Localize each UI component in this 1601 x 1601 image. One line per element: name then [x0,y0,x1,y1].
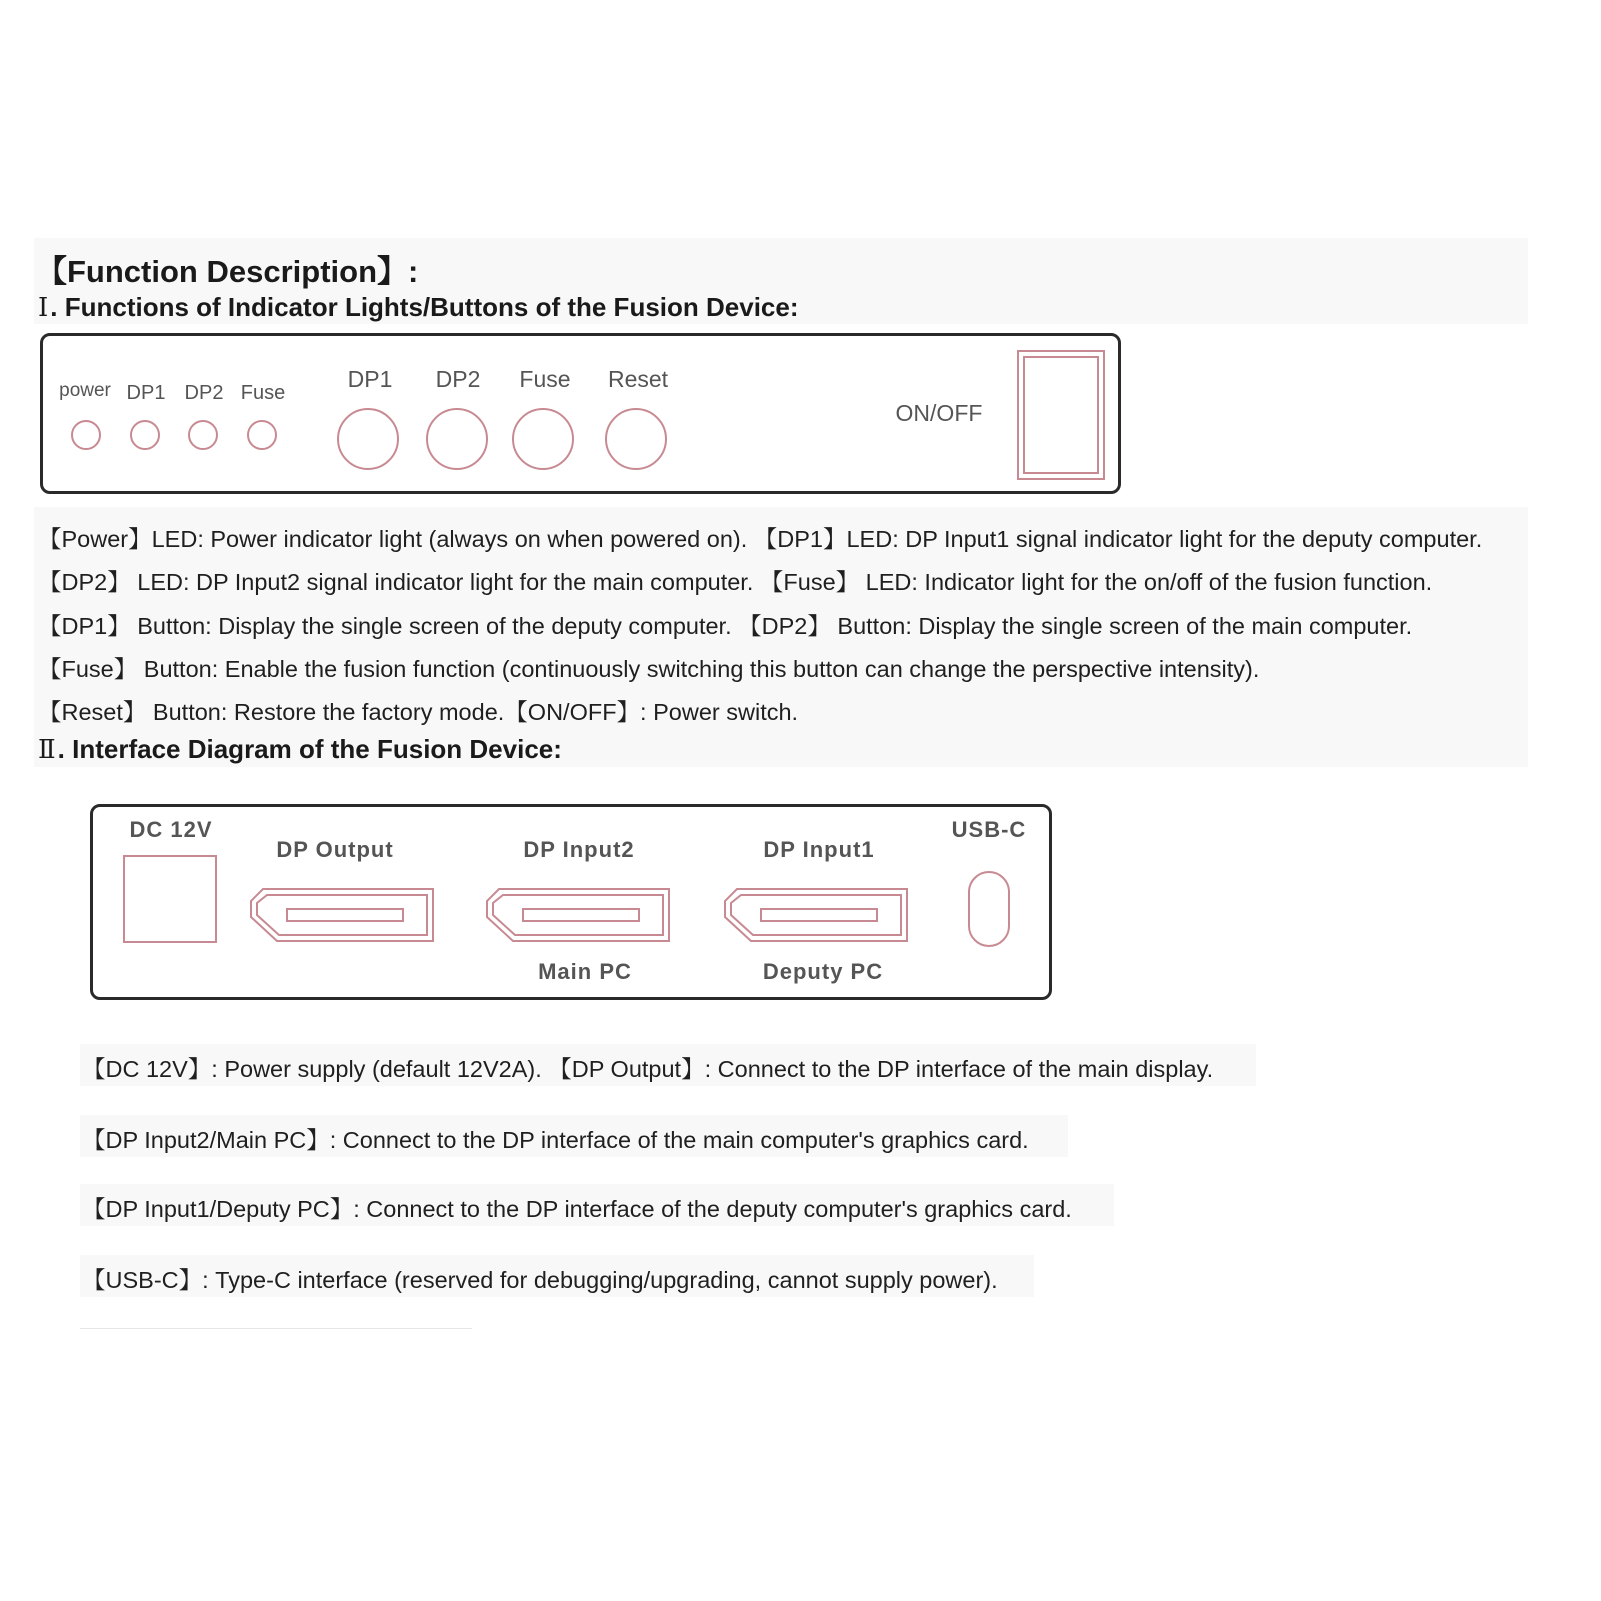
description-line-3: 【DP1】 Button: Display the single screen of the deputy computer. 【DP2】 Button: Display the single screen of the main computer. [38,613,1413,639]
description-line-4: 【Fuse】 Button: Enable the fusion function (continuously switching this button can change the perspective intensity). [38,656,1260,682]
section1-heading-text: . Functions of Indicator Lights/Buttons of the Fusion Device: [50,292,799,322]
led-label-power: power [59,380,111,401]
dp1-led-icon [130,420,160,450]
interface-line-3: 【DP Input1/Deputy PC】: Connect to the DP interface of the deputy computer's graphics card. [82,1196,1072,1222]
rear-panel-diagram [90,804,1052,1000]
led-label-dp2: DP2 [184,382,224,404]
deputy-pc-label: Deputy PC [762,959,884,984]
description-line-2: 【DP2】 LED: DP Input2 signal indicator light for the main computer. 【Fuse】 LED: Indicator light for the on/off of the fusion function. [38,569,1433,595]
button-label-dp1: DP1 [347,366,393,392]
dp2-button-icon [426,408,488,470]
switch-label: ON/OFF [895,400,983,426]
dp-input1-label: DP Input1 [763,837,875,862]
button-label-fuse: Fuse [519,366,571,392]
description-line-5: 【Reset】 Button: Restore the factory mode.【ON/OFF】: Power switch. [38,699,799,725]
led-label-fuse: Fuse [240,382,286,404]
dp1-button-icon [337,408,399,470]
interface-line-4: 【USB-C】: Type-C interface (reserved for debugging/upgrading, cannot supply power). [82,1267,998,1293]
section2-roman: Ⅱ [38,735,56,765]
fuse-button-icon [512,408,574,470]
dc-jack-icon [123,855,217,943]
divider [80,1328,472,1329]
dp-input2-label: DP Input2 [523,837,635,862]
interface-line-1: 【DC 12V】: Power supply (default 12V2A). 【DP Output】: Connect to the DP interface of the main display. [82,1056,1214,1082]
main-pc-label: Main PC [538,959,632,984]
power-led-icon [71,420,101,450]
power-switch-icon [1017,350,1105,480]
reset-button-icon [605,408,667,470]
section2-heading [38,734,562,765]
button-label-reset: Reset [607,366,669,392]
front-panel-diagram [40,333,1121,494]
dp-output-port-icon [249,887,437,943]
dp-input2-port-icon [485,887,673,943]
section1-roman: Ⅰ [38,293,49,323]
description-line-1: 【Power】LED: Power indicator light (always on when powered on). 【DP1】LED: DP Input1 signal indicator light for the deputy computer. [38,526,1483,552]
dp2-led-icon [188,420,218,450]
dp-input1-port-icon [723,887,911,943]
section2-heading-text: . Interface Diagram of the Fusion Device: [57,734,562,764]
interface-line-2: 【DP Input2/Main PC】: Connect to the DP interface of the main computer's graphics card. [82,1127,1029,1153]
led-label-dp1: DP1 [126,382,166,404]
button-label-dp2: DP2 [435,366,481,392]
section1-heading [38,292,799,323]
usbc-port-icon [968,871,1010,947]
usbc-label: USB-C [951,817,1027,842]
fuse-led-icon [247,420,277,450]
dc-label: DC 12V [129,817,213,842]
page-title: 【Function Description】: [36,254,419,289]
dp-output-label: DP Output [276,837,394,862]
